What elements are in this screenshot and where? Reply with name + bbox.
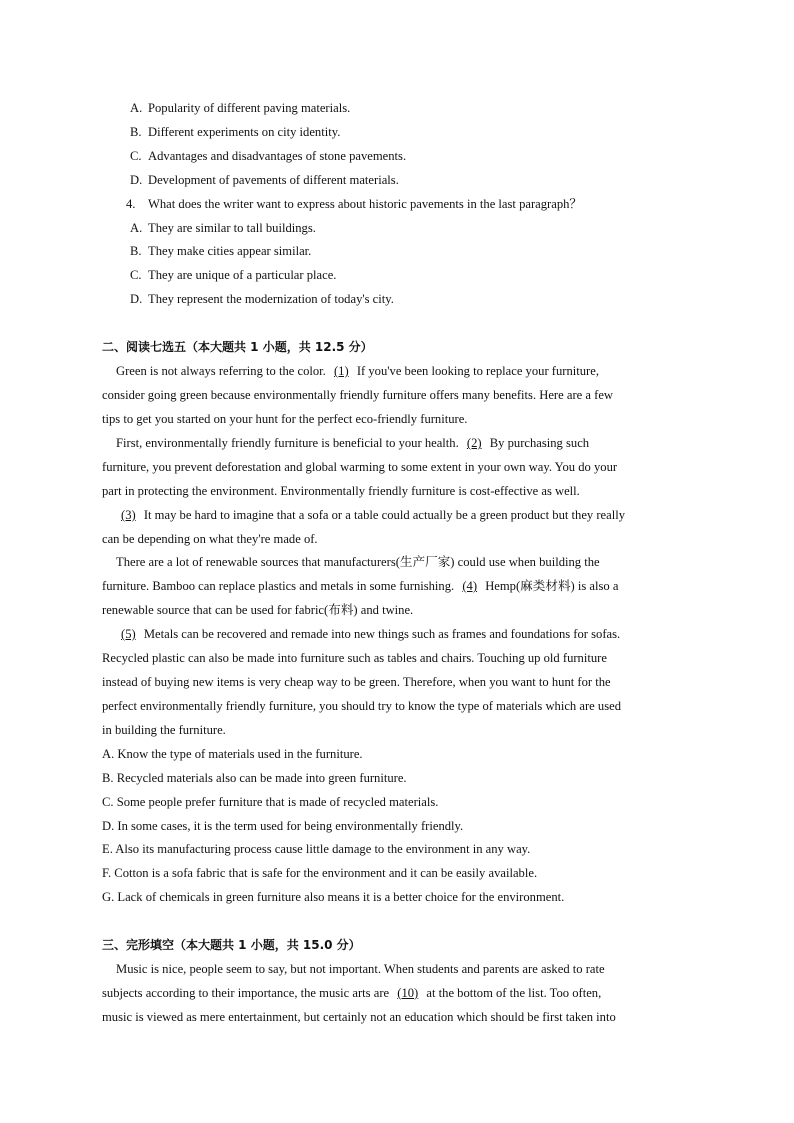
choice-g[interactable]: G. Lack of chemicals in green furniture also means it is a better choice for the environment. (102, 890, 565, 904)
section2-heading: 二、阅读七选五（本大题共 1 小题，共 12.5 分） (102, 340, 373, 354)
choice-e[interactable]: E. Also its manufacturing process cause little damage to the environment in any way. (102, 842, 531, 856)
passage-line: tips to get you started on your hunt for the perfect eco-friendly furniture. (102, 412, 468, 426)
passage-line: instead of buying new items is very cheap way to be green. Therefore, when you want to hunt for the (102, 675, 611, 689)
passage-line: First, environmentally friendly furniture is beneficial to your health. (2) By purchasing such (116, 436, 590, 450)
passage-line: part in protecting the environment. Environmentally friendly furniture is cost-effective as well. (102, 484, 580, 498)
passage-line: perfect environmentally friendly furniture, you should try to know the type of materials which are used (102, 699, 621, 713)
blank-2[interactable]: (2) (466, 436, 482, 450)
q3-option-c[interactable]: C. Advantages and disadvantages of stone pavements. (130, 149, 407, 163)
passage-line: There are a lot of renewable sources that manufacturers(生产厂家) could use when building the (116, 555, 600, 569)
section3-heading: 三、完形填空（本大题共 1 小题，共 15.0 分） (102, 938, 361, 952)
passage-line: (3) It may be hard to imagine that a sofa or a table could actually be a green product but they really (102, 507, 692, 523)
passage-line: can be depending on what they're made of. (102, 532, 318, 546)
q4-question: 4. What does the writer want to express about historic pavements in the last paragraph？ (126, 197, 583, 211)
choice-f[interactable]: F. Cotton is a sofa fabric that is safe for the environment and it can be easily available. (102, 866, 538, 880)
passage-line: in building the furniture. (102, 723, 226, 737)
q3-option-b[interactable]: B. Different experiments on city identity. (130, 125, 341, 139)
q4-option-d[interactable]: D. They represent the modernization of today's city. (130, 292, 394, 306)
passage-line: consider going green because environmentally friendly furniture offers many benefits. Here are a few (102, 388, 614, 402)
passage-line: subjects according to their importance, the music arts are (10) at the bottom of the list. Too often, (102, 986, 602, 1000)
choice-d[interactable]: D. In some cases, it is the term used for being environmentally friendly. (102, 819, 464, 833)
q3-option-a[interactable]: A. Popularity of different paving materials. (130, 101, 351, 115)
passage-line: music is viewed as mere entertainment, but certainly not an education which should be first taken into (102, 1010, 616, 1024)
passage-line: (5) Metals can be recovered and remade into new things such as frames and foundations for sofas. (102, 626, 692, 642)
blank-4[interactable]: (4) (462, 579, 478, 593)
passage-line: renewable source that can be used for fabric(布料) and twine. (102, 603, 414, 617)
passage-line: furniture, you prevent deforestation and global warming to some extent in your own way. You do your (102, 460, 618, 474)
q4-option-a[interactable]: A. They are similar to tall buildings. (130, 221, 316, 235)
passage-line: furniture. Bamboo can replace plastics and metals in some furnishing. (4) Hemp(麻类材料) is also a (102, 579, 619, 593)
q4-option-b[interactable]: B. They make cities appear similar. (130, 244, 312, 258)
q4-option-c[interactable]: C. They are unique of a particular place. (130, 268, 337, 282)
blank-1[interactable]: (1) (333, 364, 349, 378)
blank-3[interactable]: (3) (121, 508, 136, 522)
blank-10[interactable]: (10) (397, 986, 419, 1000)
q3-option-d[interactable]: D. Development of pavements of different materials. (130, 173, 399, 187)
choice-c[interactable]: C. Some people prefer furniture that is made of recycled materials. (102, 795, 439, 809)
choice-a[interactable]: A. Know the type of materials used in the furniture. (102, 747, 363, 761)
choice-b[interactable]: B. Recycled materials also can be made into green furniture. (102, 771, 407, 785)
passage-line: Recycled plastic can also be made into furniture such as tables and chairs. Touching up old furniture (102, 651, 607, 665)
passage-line: Music is nice, people seem to say, but not important. When students and parents are asked to rate (116, 962, 605, 976)
passage-line: Green is not always referring to the color. (1) If you've been looking to replace your furniture, (116, 364, 599, 378)
blank-5[interactable]: (5) (121, 627, 136, 641)
